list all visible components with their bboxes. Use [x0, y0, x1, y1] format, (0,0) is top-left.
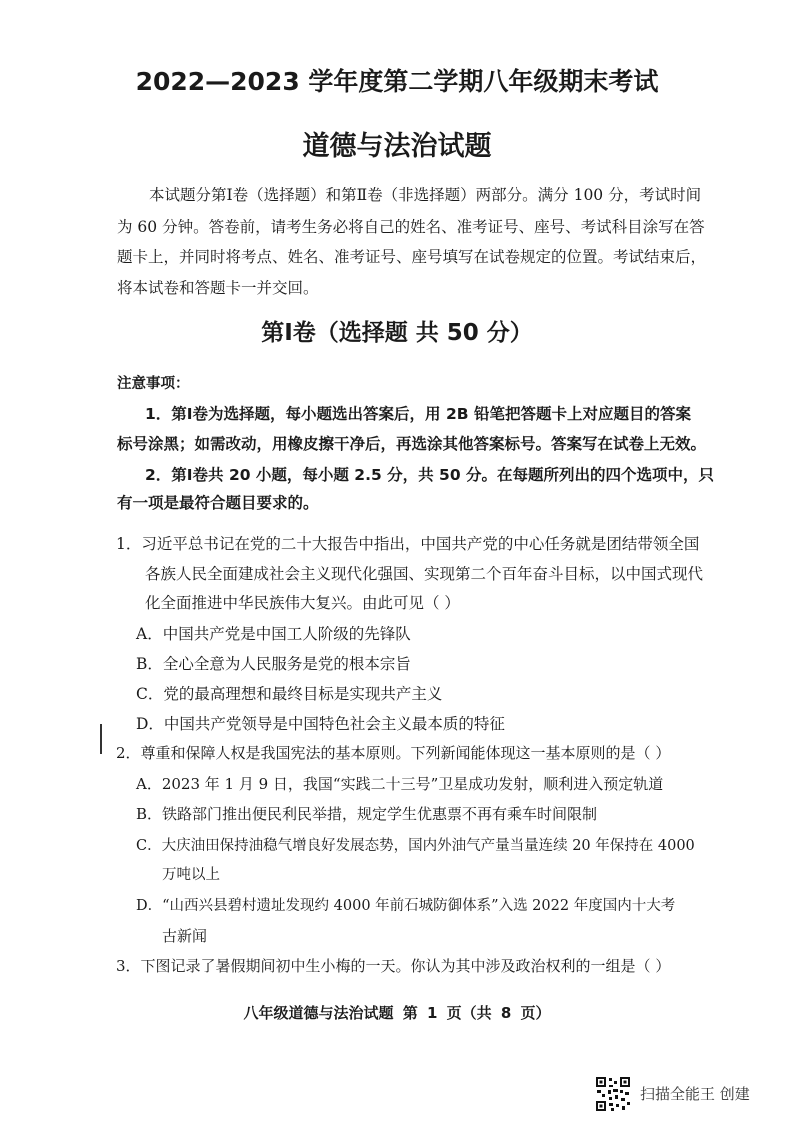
q2-option-a: A．2023 年 1 月 9 日，我国“实践二十三号”卫星成功发射，顺利进入预定轨道: [136, 775, 664, 793]
notes-heading: 注意事项：: [117, 376, 190, 392]
section-title: 第Ⅰ卷（选择题 共 50 分）: [261, 320, 533, 346]
q1-stem-line-3: 化全面推进中华民族伟大复兴。由此可见（ ）: [145, 594, 460, 612]
q2-stem: 2．尊重和保障人权是我国宪法的基本原则。下列新闻能体现这一基本原则的是（ ）: [116, 744, 671, 762]
note-line-4: 有一项是最符合题目要求的。: [117, 494, 319, 512]
scanner-watermark: 扫描全能王 创建: [640, 1085, 750, 1103]
q1-stem-line-2: 各族人民全面建成社会主义现代化强国、实现第二个百年奋斗目标，以中国式现代: [145, 565, 704, 583]
q3-stem: 3．下图记录了暑假期间初中生小梅的一天。你认为其中涉及政治权利的一组是（ ）: [116, 957, 671, 975]
intro-line-4: 将本试卷和答题卡一并交回。: [117, 279, 319, 297]
q1-option-b: B．全心全意为人民服务是党的根本宗旨: [136, 655, 411, 673]
q2-option-b: B．铁路部门推出便民利民举措，规定学生优惠票不再有乘车时间限制: [136, 805, 598, 823]
note-line-1: 1．第Ⅰ卷为选择题，每小题选出答案后，用 2B 铅笔把答题卡上对应题目的答案: [145, 405, 691, 423]
intro-line-2: 为 60 分钟。答卷前，请考生务必将自己的姓名、准考证号、座号、考试科目涂写在答: [117, 218, 705, 236]
intro-line-3: 题卡上，并同时将考点、姓名、准考证号、座号填写在试卷规定的位置。考试结束后，: [117, 248, 707, 266]
q2-option-d: D．“山西兴县碧村遗址发现约 4000 年前石城防御体系”入选 2022 年度国内十大考: [136, 898, 676, 914]
q1-option-c: C．党的最高理想和最终目标是实现共产主义: [136, 685, 443, 703]
note-line-3: 2．第Ⅰ卷共 20 小题，每小题 2.5 分，共 50 分。在每题所列出的四个选项中，只: [145, 466, 715, 484]
intro-line-1: 本试题分第Ⅰ卷（选择题）和第Ⅱ卷（非选择题）两部分。满分 100 分，考试时间: [149, 186, 702, 204]
note-line-2: 标号涂黑；如需改动，用橡皮擦干净后，再选涂其他答案标号。答案写在试卷上无效。: [117, 435, 707, 453]
q2-option-c: C．大庆油田保持油稳气增良好发展态势，国内外油气产量当量连续 20 年保持在 4000: [136, 838, 695, 854]
q2-option-c-cont: 万吨以上: [162, 867, 220, 883]
q1-stem-line-1: 1．习近平总书记在党的二十大报告中指出，中国共产党的中心任务就是团结带领全国: [116, 535, 700, 553]
scan-margin-mark: [100, 724, 102, 754]
page-footer: 八年级道德与法治试题 第 1 页（共 8 页）: [243, 1004, 551, 1022]
q2-option-d-cont: 古新闻: [162, 927, 208, 945]
q1-option-d: D．中国共产党领导是中国特色社会主义最本质的特征: [136, 715, 505, 733]
qr-code-icon: [595, 1076, 631, 1112]
exam-title: 2022—2023 学年度第二学期八年级期末考试: [135, 67, 659, 96]
q1-option-a: A．中国共产党是中国工人阶级的先锋队: [136, 625, 411, 643]
subject-title: 道德与法治试题: [302, 131, 492, 162]
